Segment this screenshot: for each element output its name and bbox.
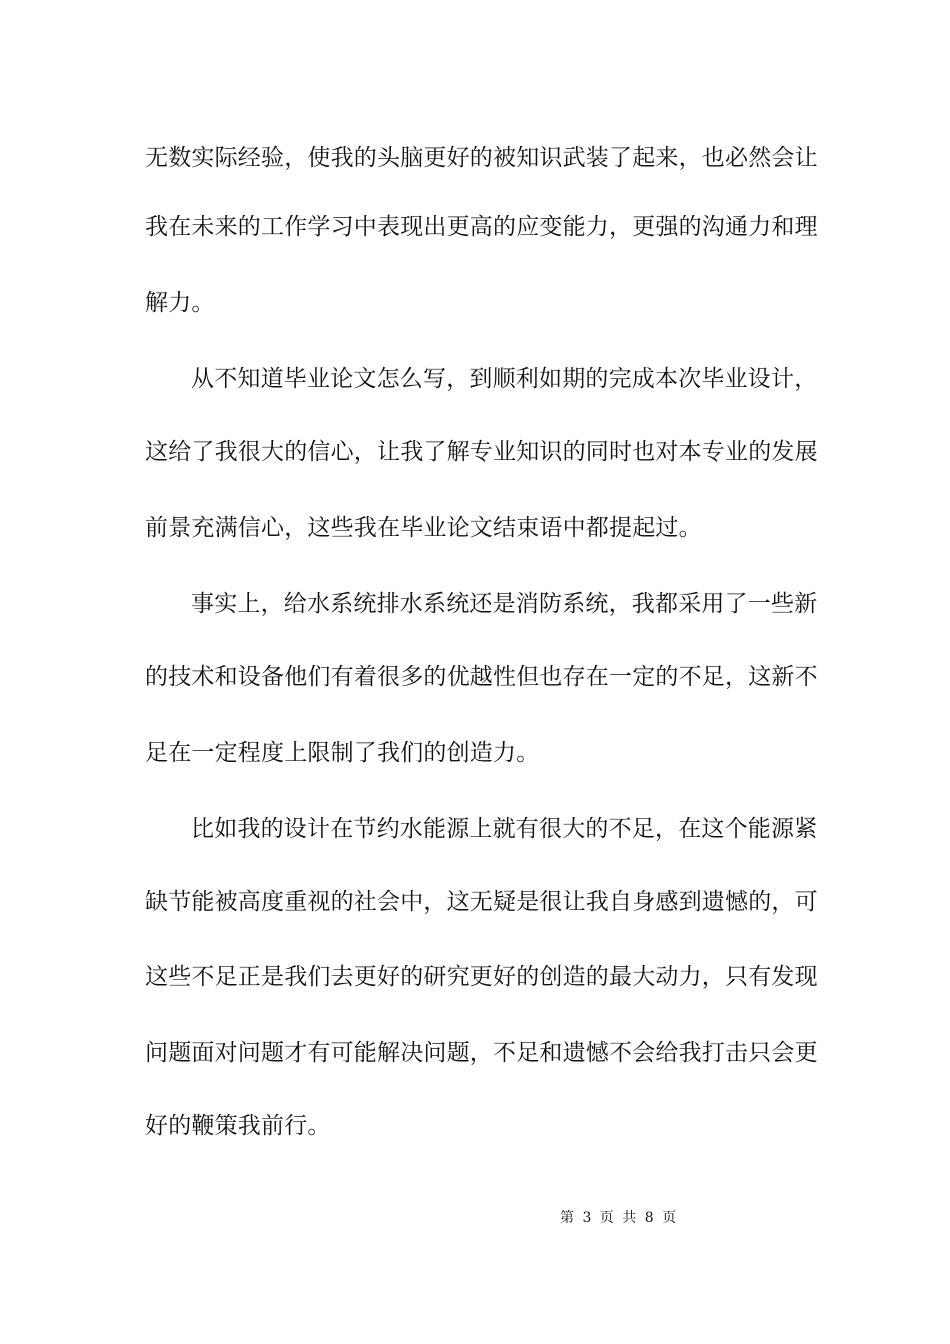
paragraph-2-line-2: 这给了我很大的信心，让我了解专业知识的同时也对本专业的发展	[145, 439, 818, 465]
paragraph-4-line-4: 问题面对问题才有可能解决问题，不足和遗憾不会给我打击只会更	[145, 1040, 818, 1066]
paragraph-3-line-3: 足在一定程度上限制了我们的创造力。	[145, 740, 540, 766]
paragraph-1-line-3: 解力。	[145, 290, 215, 316]
page-number-footer: 第 3 页 共 8 页	[560, 1210, 677, 1226]
paragraph-4-line-1: 比如我的设计在节约水能源上就有很大的不足，在这个能源紧	[191, 816, 818, 842]
paragraph-1-line-1: 无数实际经验，使我的头脑更好的被知识武装了起来，也必然会让	[145, 145, 818, 171]
paragraph-2-line-3: 前景充满信心，这些我在毕业论文结束语中都提起过。	[145, 515, 702, 541]
paragraph-4-line-2: 缺节能被高度重视的社会中，这无疑是很让我自身感到遗憾的，可	[145, 889, 818, 915]
paragraph-1-line-2: 我在未来的工作学习中表现出更高的应变能力，更强的沟通力和理	[145, 214, 818, 240]
paragraph-2-line-1: 从不知道毕业论文怎么写，到顺利如期的完成本次毕业设计，	[191, 366, 818, 392]
paragraph-4-line-5: 好的鞭策我前行。	[145, 1113, 331, 1139]
paragraph-3-line-2: 的技术和设备他们有着很多的优越性但也存在一定的不足，这新不	[145, 664, 818, 690]
paragraph-3-line-1: 事实上，给水系统排水系统还是消防系统，我都采用了一些新	[191, 591, 818, 617]
paragraph-4-line-3: 这些不足正是我们去更好的研究更好的创造的最大动力，只有发现	[145, 964, 818, 990]
